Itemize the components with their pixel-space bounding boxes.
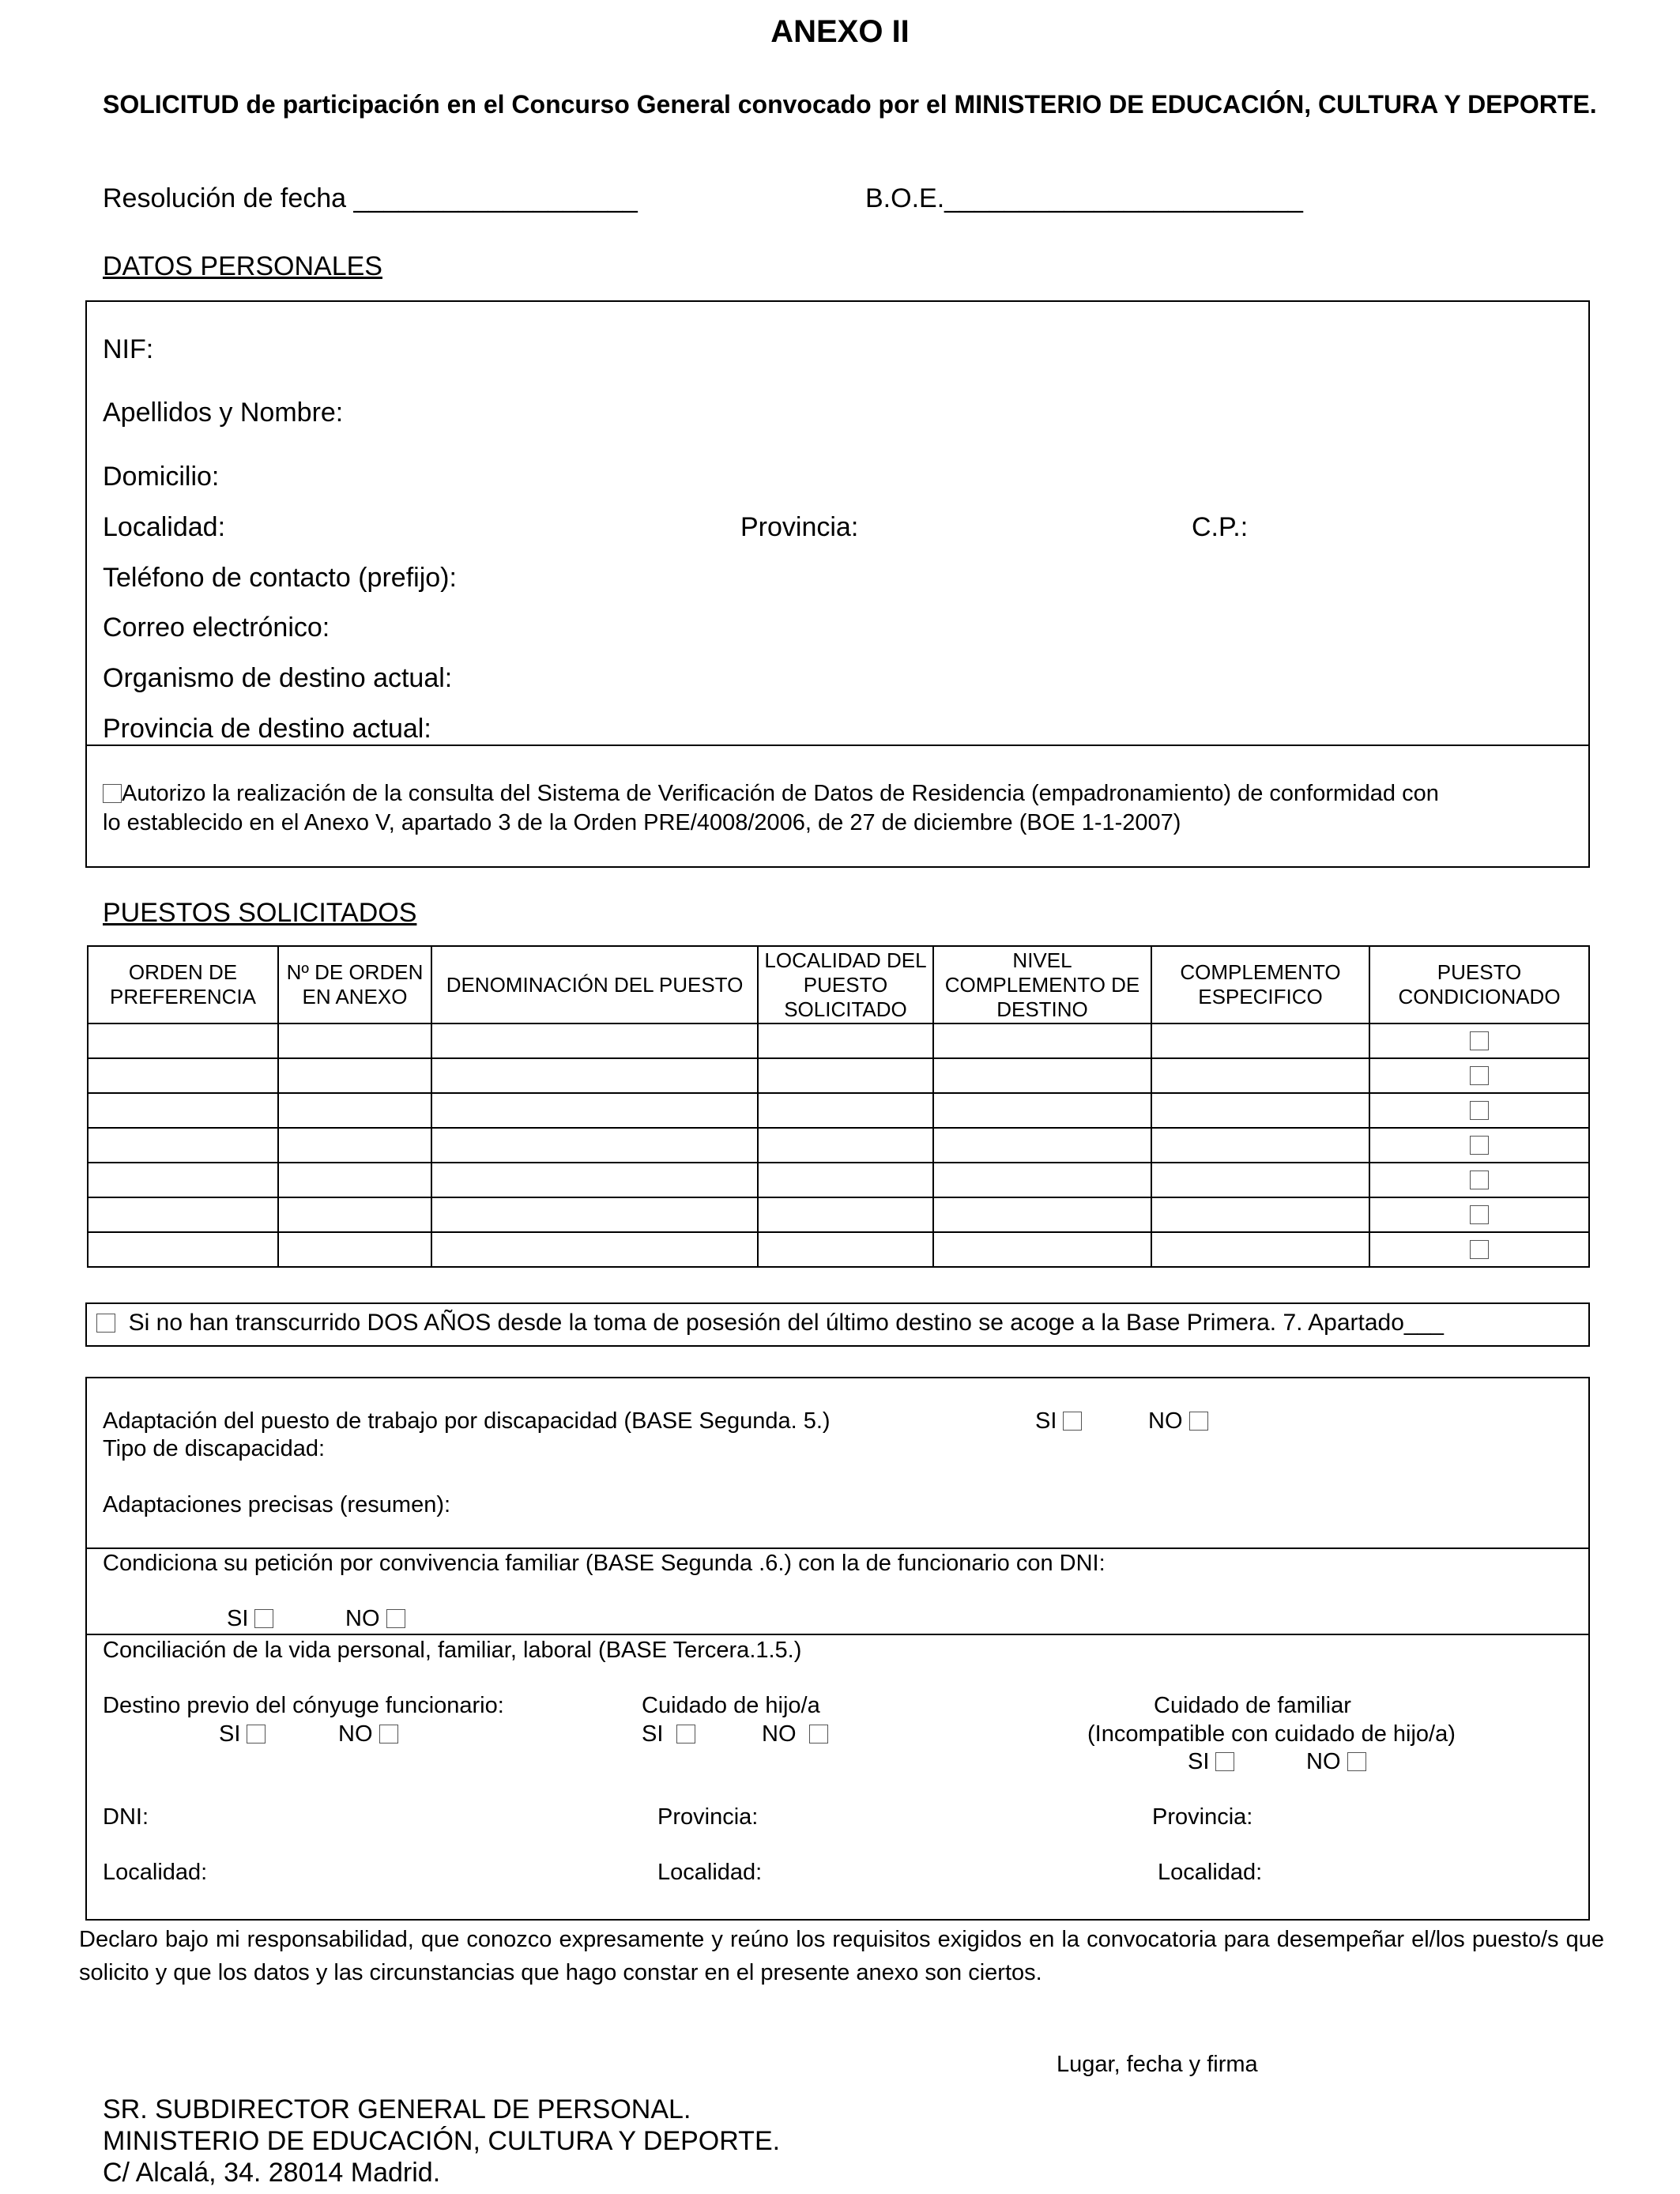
cp-field[interactable]: C.P.: xyxy=(1192,512,1249,542)
table-cell[interactable] xyxy=(431,1232,758,1267)
col-orden-preferencia: ORDEN DE PREFERENCIA xyxy=(88,946,278,1023)
table-cell[interactable] xyxy=(758,1232,933,1267)
table-cell[interactable] xyxy=(758,1197,933,1232)
condicionado-checkbox[interactable] xyxy=(1470,1066,1489,1085)
table-cell[interactable] xyxy=(933,1163,1151,1197)
table-cell xyxy=(1369,1093,1589,1128)
table-cell[interactable] xyxy=(431,1163,758,1197)
table-row xyxy=(88,1232,1589,1267)
table-cell[interactable] xyxy=(1151,1197,1369,1232)
table-row xyxy=(88,1058,1589,1093)
cuidado-hijo-label: Cuidado de hijo/a xyxy=(642,1693,820,1718)
cuidado-hijo-si-option: SI xyxy=(642,1721,695,1747)
domicilio-field[interactable]: Domicilio: xyxy=(103,462,220,492)
declaracion-text: Declaro bajo mi responsabilidad, que conozco expresamente y reúno los requisitos exigidos en la convocatoria para desempeñar el/los puesto/s que solicito y que los datos y las circunstancias que hago constar en el presente anexo son ciertos. xyxy=(79,1927,1604,1985)
table-cell[interactable] xyxy=(278,1163,431,1197)
table-cell[interactable] xyxy=(88,1128,278,1163)
boe-field[interactable]: B.O.E.________________________ xyxy=(865,183,1303,213)
table-cell[interactable] xyxy=(1151,1093,1369,1128)
autorizo-checkbox[interactable] xyxy=(103,784,122,803)
adaptacion-no-option: NO xyxy=(1148,1408,1208,1434)
table-cell[interactable] xyxy=(278,1023,431,1058)
tipo-discapacidad-field[interactable]: Tipo de discapacidad: xyxy=(103,1436,326,1461)
autorizo-line-2: lo establecido en el Anexo V, apartado 3 de la Orden PRE/4008/2006, de 27 de diciembre (BOE 1-1-2007) xyxy=(103,810,1181,835)
table-cell[interactable] xyxy=(933,1023,1151,1058)
condiciona-no-checkbox[interactable] xyxy=(386,1609,405,1628)
table-cell[interactable] xyxy=(278,1232,431,1267)
adaptacion-no-checkbox[interactable] xyxy=(1189,1412,1208,1431)
provincia-field[interactable]: Provincia: xyxy=(740,512,859,542)
destinatario-line-3: C/ Alcalá, 34. 28014 Madrid. xyxy=(103,2158,441,2188)
dos-anos-checkbox[interactable] xyxy=(96,1314,115,1333)
table-cell[interactable] xyxy=(278,1197,431,1232)
divider xyxy=(85,745,1590,746)
condicionado-checkbox[interactable] xyxy=(1470,1136,1489,1155)
table-cell[interactable] xyxy=(278,1128,431,1163)
apellidos-nombre-field[interactable]: Apellidos y Nombre: xyxy=(103,398,344,428)
table-cell[interactable] xyxy=(278,1058,431,1093)
condiciona-si-option: SI xyxy=(227,1606,273,1632)
divider xyxy=(85,1547,1590,1549)
dos-anos-line: Si no han transcurrido DOS AÑOS desde la toma de posesión del último destino se acoge a la Base Primera. 7. Apartado___ xyxy=(96,1310,1444,1336)
provincia-destino-field[interactable]: Provincia de destino actual: xyxy=(103,714,431,744)
cuidado-familiar-label: Cuidado de familiar xyxy=(1154,1693,1351,1718)
adaptaciones-precisas-field[interactable]: Adaptaciones precisas (resumen): xyxy=(103,1492,451,1517)
condicionado-checkbox[interactable] xyxy=(1470,1240,1489,1259)
condicionado-checkbox[interactable] xyxy=(1470,1171,1489,1189)
localidad-field[interactable]: Localidad: xyxy=(103,512,226,542)
datos-personales-heading: DATOS PERSONALES xyxy=(103,251,382,281)
familiar-provincia-field[interactable]: Provincia: xyxy=(1152,1804,1253,1830)
autorizo-line-1: Autorizo la realización de la consulta del Sistema de Verificación de Datos de Residencia (empadronamiento) de conformidad con xyxy=(103,781,1439,807)
cuidado-familiar-si-checkbox[interactable] xyxy=(1215,1752,1234,1771)
puestos-heading: PUESTOS SOLICITADOS xyxy=(103,898,417,928)
table-cell[interactable] xyxy=(88,1093,278,1128)
cuidado-familiar-no-option: NO xyxy=(1306,1749,1366,1775)
destino-previo-no-checkbox[interactable] xyxy=(379,1725,398,1744)
table-cell xyxy=(1369,1128,1589,1163)
condicionado-checkbox[interactable] xyxy=(1470,1205,1489,1224)
form-subtitle: SOLICITUD de participación en el Concurso General convocado por el MINISTERIO DE EDUCACIÓN, CULTURA Y DEPORTE. xyxy=(103,90,1597,119)
table-cell[interactable] xyxy=(431,1197,758,1232)
table-cell[interactable] xyxy=(933,1128,1151,1163)
table-cell xyxy=(1369,1197,1589,1232)
table-cell[interactable] xyxy=(1151,1232,1369,1267)
destino-previo-no-option: NO xyxy=(338,1721,398,1747)
adaptacion-si-checkbox[interactable] xyxy=(1063,1412,1082,1431)
table-row xyxy=(88,1197,1589,1232)
condiciona-no-option: NO xyxy=(345,1606,405,1632)
table-cell xyxy=(1369,1232,1589,1267)
table-cell[interactable] xyxy=(88,1058,278,1093)
hijo-provincia-field[interactable]: Provincia: xyxy=(657,1804,759,1830)
table-row xyxy=(88,1023,1589,1058)
col-complemento: COMPLEMENTO ESPECIFICO xyxy=(1151,946,1369,1023)
page-title: ANEXO II xyxy=(770,14,910,49)
lugar-fecha-firma[interactable]: Lugar, fecha y firma xyxy=(1057,2052,1258,2077)
table-cell[interactable] xyxy=(1151,1058,1369,1093)
table-cell[interactable] xyxy=(758,1093,933,1128)
condicionado-checkbox[interactable] xyxy=(1470,1031,1489,1050)
destinatario-line-1: SR. SUBDIRECTOR GENERAL DE PERSONAL. xyxy=(103,2094,691,2124)
destinatario-line-2: MINISTERIO DE EDUCACIÓN, CULTURA Y DEPORTE. xyxy=(103,2126,781,2156)
destino-previo-si-option: SI xyxy=(219,1721,266,1747)
resolucion-fecha-field[interactable]: Resolución de fecha ___________________ xyxy=(103,183,638,213)
condiciona-label: Condiciona su petición por convivencia familiar (BASE Segunda .6.) con la de funcionario con DNI: xyxy=(103,1551,1106,1576)
cuidado-hijo-no-checkbox[interactable] xyxy=(809,1725,828,1744)
puestos-table xyxy=(87,945,1590,1268)
table-cell[interactable] xyxy=(88,1232,278,1267)
correo-field[interactable]: Correo electrónico: xyxy=(103,613,330,643)
table-cell[interactable] xyxy=(758,1128,933,1163)
col-localidad: LOCALIDAD DEL PUESTO SOLICITADO xyxy=(758,946,933,1023)
table-row xyxy=(88,1128,1589,1163)
adaptacion-label: Adaptación del puesto de trabajo por discapacidad (BASE Segunda. 5.) xyxy=(103,1408,831,1434)
table-cell[interactable] xyxy=(933,1232,1151,1267)
table-cell[interactable] xyxy=(758,1058,933,1093)
table-cell[interactable] xyxy=(278,1093,431,1128)
table-cell[interactable] xyxy=(431,1023,758,1058)
table-cell[interactable] xyxy=(1151,1163,1369,1197)
condicionado-checkbox[interactable] xyxy=(1470,1101,1489,1120)
table-cell xyxy=(1369,1163,1589,1197)
incompatible-note: (Incompatible con cuidado de hijo/a) xyxy=(1087,1721,1456,1747)
col-nivel: NIVEL COMPLEMENTO DE DESTINO xyxy=(933,946,1151,1023)
cuidado-hijo-no-option: NO xyxy=(762,1721,828,1747)
table-cell[interactable] xyxy=(933,1093,1151,1128)
conyuge-dni-field[interactable]: DNI: xyxy=(103,1804,149,1830)
adaptacion-si-option: SI xyxy=(1035,1408,1082,1434)
table-row xyxy=(88,1163,1589,1197)
organismo-destino-field[interactable]: Organismo de destino actual: xyxy=(103,663,453,693)
cuidado-familiar-si-option: SI xyxy=(1188,1749,1234,1775)
table-cell[interactable] xyxy=(1151,1023,1369,1058)
table-cell[interactable] xyxy=(88,1023,278,1058)
table-cell xyxy=(1369,1058,1589,1093)
conyuge-localidad-field[interactable]: Localidad: xyxy=(103,1860,208,1885)
col-denominacion: DENOMINACIÓN DEL PUESTO xyxy=(431,946,758,1023)
table-cell[interactable] xyxy=(88,1197,278,1232)
table-cell[interactable] xyxy=(431,1093,758,1128)
table-cell[interactable] xyxy=(758,1023,933,1058)
destino-previo-label: Destino previo del cónyuge funcionario: xyxy=(103,1693,504,1718)
table-cell[interactable] xyxy=(933,1197,1151,1232)
table-cell[interactable] xyxy=(758,1163,933,1197)
conciliacion-label: Conciliación de la vida personal, familiar, laboral (BASE Tercera.1.5.) xyxy=(103,1638,802,1663)
table-cell[interactable] xyxy=(431,1058,758,1093)
table-cell xyxy=(1369,1023,1589,1058)
cuidado-hijo-si-checkbox[interactable] xyxy=(676,1725,695,1744)
telefono-field[interactable]: Teléfono de contacto (prefijo): xyxy=(103,563,457,593)
divider xyxy=(85,1634,1590,1635)
destino-previo-si-checkbox[interactable] xyxy=(247,1725,266,1744)
cuidado-familiar-no-checkbox[interactable] xyxy=(1347,1752,1366,1771)
col-condicionado: PUESTO CONDICIONADO xyxy=(1369,946,1589,1023)
table-cell[interactable] xyxy=(933,1058,1151,1093)
condiciona-si-checkbox[interactable] xyxy=(254,1609,273,1628)
table-row xyxy=(88,1093,1589,1128)
table-cell[interactable] xyxy=(431,1128,758,1163)
hijo-localidad-field[interactable]: Localidad: xyxy=(657,1860,763,1885)
table-cell[interactable] xyxy=(88,1163,278,1197)
table-header-row xyxy=(88,946,1589,1023)
table-cell[interactable] xyxy=(1151,1128,1369,1163)
col-numero-orden: Nº DE ORDEN EN ANEXO xyxy=(278,946,431,1023)
familiar-localidad-field[interactable]: Localidad: xyxy=(1158,1860,1263,1885)
nif-field[interactable]: NIF: xyxy=(103,334,154,364)
